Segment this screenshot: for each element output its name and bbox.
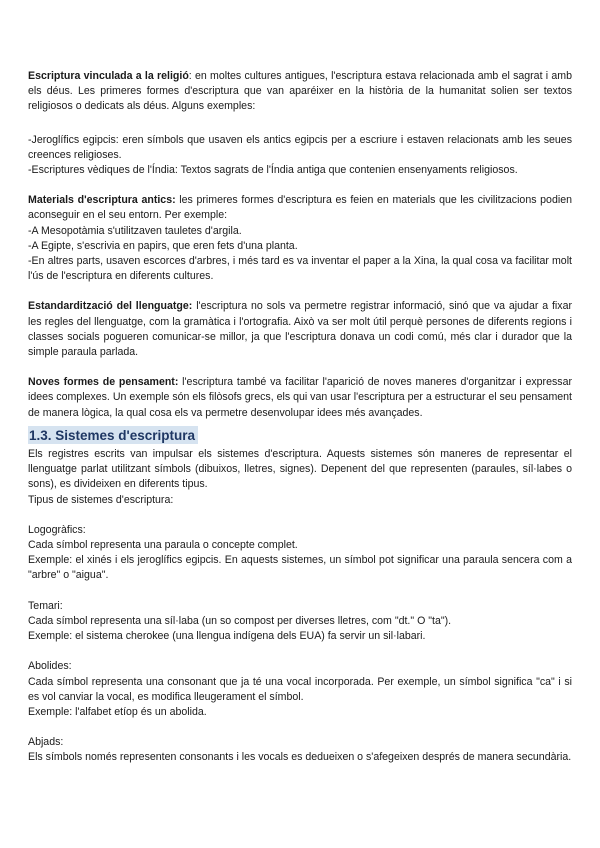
religion-paragraph [28, 69, 572, 115]
materials-paragraph [28, 193, 572, 223]
type-abugida-line-2: Exemple: l'alfabet etíop és un abolida. [28, 705, 207, 718]
type-name-logographic: Logogràfics: [28, 523, 86, 536]
new-thought-text: l'escriptura també va facilitar l'aparició de noves maneres d'organitzar i expressar idees complexes. Un exemple són els filòsofs grecs, els qui van usar l'escriptura per a estructurar el seu pensament de manera lògica, la qual cosa els va permetre desenvolupar idees més avançades. [28, 376, 572, 419]
new-thought-paragraph [28, 375, 572, 421]
type-name-abjad: Abjads: [28, 736, 64, 749]
standardization-paragraph [28, 299, 572, 360]
type-name-abugida: Abolides: [28, 660, 72, 673]
types-title: Tipus de sistemes d'escriptura: [28, 493, 174, 506]
document-body [28, 69, 572, 766]
standardization-text: l'escriptura no sols va permetre registrar informació, sinó que va ajudar a fixar les regles del llenguatge, com la gramàtica i l'ortografia. Això va ser molt útil perquè persones de diferents regions i classes socials pogueren comunicar-se millor, ja que l'escriptura donava un codi comú, més clar i durador que la simple paraula parlada. [28, 300, 573, 359]
religion-example-2: -Escriptures vèdiques de l'Índia: Textos sagrats de l'Índia antiga que contenien ensenyaments religiosos. [28, 164, 518, 177]
type-syllabic-line-1: Cada símbol representa una síl·laba (un so compost per diverses lletres, com "dt." O "ta"). [28, 614, 452, 627]
materials-lead: Materials d'escriptura antics: [28, 194, 176, 207]
type-abugida-line-1: Cada símbol representa una consonant que ja té una vocal incorporada. Per exemple, un símbol significa "ca" i si es vol canviar la vocal, es modifica lleugerament el símbol. [28, 675, 572, 703]
religion-text: : en moltes cultures antigues, l'escriptura estava relacionada amb el sagrat i amb els déus. Les primeres formes d'escriptura que van aparéixer en la història de la humanitat solien ser textos religiosos o dedicats als déus. Alguns exemples: [28, 70, 572, 113]
type-logographic-line-1: Cada símbol representa una paraula o concepte complet. [28, 539, 298, 552]
materials-text: les primeres formes d'escriptura es feien en materials que les civilitzacions podien aconseguir en el seu entorn. Per exemple: [28, 194, 572, 222]
section-intro: Els registres escrits van impulsar els sistemes d'escriptura. Aquests sistemes són maneres de representar el llenguatge parlat utilitzant símbols (dibuixos, lletres, signes). Depenent del que representen (paraules, síl·labes o sons), es divideixen en diferents tipus. [28, 448, 572, 491]
new-thought-lead: Noves formes de pensament: [28, 376, 179, 389]
type-name-syllabic: Temari: [28, 599, 63, 612]
religion-lead: Escriptura vinculada a la religió [28, 70, 189, 82]
type-syllabic-line-2: Exemple: el sistema cherokee (una llengua indígena dels EUA) fa servir un sil·labari. [28, 630, 426, 643]
materials-example-1: -A Mesopotàmia s'utilitzaven tauletes d'argila. [28, 224, 242, 237]
materials-example-2: -A Egipte, s'escrivia en papirs, que eren fets d'una planta. [28, 239, 298, 252]
religion-example-1: -Jeroglífics egipcis: eren símbols que usaven els antics egipcis per a escriure i estaven relacionats amb les seues creences religioses. [28, 133, 572, 161]
type-logographic-line-2: Exemple: el xinés i els jeroglífics egipcis. En aquests sistemes, un símbol pot significar una paraula sencera com a "arbre" o "aigua". [28, 554, 572, 582]
standardization-lead: Estandardització del llenguatge: [28, 300, 193, 313]
type-abjad-line-1: Els símbols només representen consonants i les vocals es dedueixen o s'afegeixen després de manera secundària. [28, 751, 572, 764]
section-heading: 1.3. Sistemes d'escriptura [28, 426, 198, 444]
materials-example-3: -En altres parts, usaven escorces d'arbres, i més tard es va inventar el paper a la Xina, la qual cosa va facilitar molt l'ús de l'escriptura en diferents cultures. [28, 255, 572, 283]
